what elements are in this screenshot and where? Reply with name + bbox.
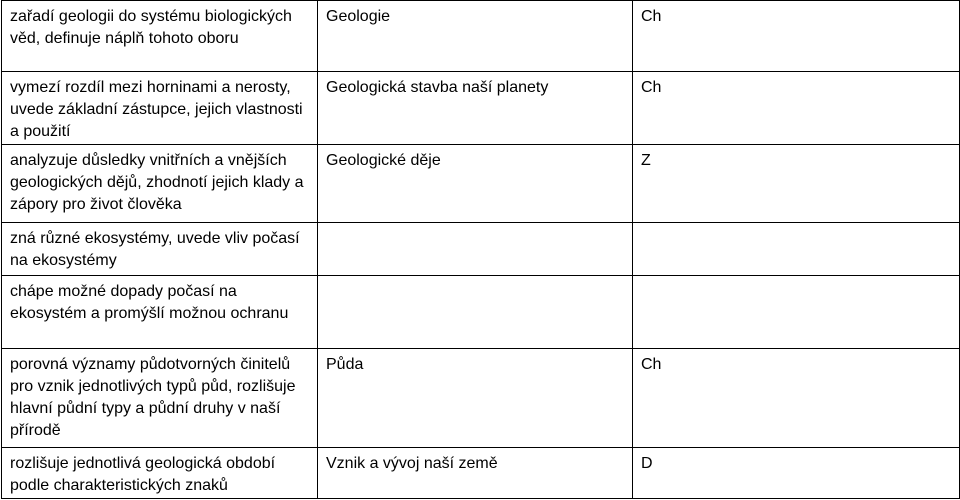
outcome-cell: zná různé ekosystémy, uvede vliv počasí na ekosystémy <box>2 223 318 276</box>
outcome-cell: zařadí geologii do systému biologických věd, definuje náplň tohoto oboru <box>2 1 318 72</box>
table-row <box>2 349 960 448</box>
topic-cell <box>318 223 633 276</box>
topic-cell: Geologická stavba naší planety <box>318 72 633 145</box>
subject-cell: Z <box>633 145 960 223</box>
subject-cell: D <box>633 448 960 499</box>
table-row <box>2 145 960 223</box>
table-row <box>2 72 960 145</box>
outcome-cell: porovná významy půdotvorných činitelů pro vznik jednotlivých typů půd, rozlišuje hlavní půdní typy a půdní druhy v naší přírodě <box>2 349 318 448</box>
outcome-cell: vymezí rozdíl mezi horninami a nerosty, uvede základní zástupce, jejich vlastnosti a použití <box>2 72 318 145</box>
topic-cell <box>318 276 633 349</box>
outcome-cell: rozlišuje jednotlivá geologická období podle charakteristických znaků <box>2 448 318 499</box>
topic-cell: Geologické děje <box>318 145 633 223</box>
subject-cell: Ch <box>633 72 960 145</box>
subject-cell: Ch <box>633 1 960 72</box>
topic-cell: Geologie <box>318 1 633 72</box>
table-row <box>2 1 960 72</box>
table-row <box>2 448 960 499</box>
topic-cell: Vznik a vývoj naší země <box>318 448 633 499</box>
table-row <box>2 223 960 276</box>
outcome-cell: chápe možné dopady počasí na ekosystém a promýšlí možnou ochranu <box>2 276 318 349</box>
outcome-cell: analyzuje důsledky vnitřních a vnějších geologických dějů, zhodnotí jejich klady a zápory pro život člověka <box>2 145 318 223</box>
subject-cell <box>633 223 960 276</box>
topic-cell: Půda <box>318 349 633 448</box>
subject-cell: Ch <box>633 349 960 448</box>
curriculum-table <box>1 0 960 499</box>
table-row <box>2 276 960 349</box>
subject-cell <box>633 276 960 349</box>
